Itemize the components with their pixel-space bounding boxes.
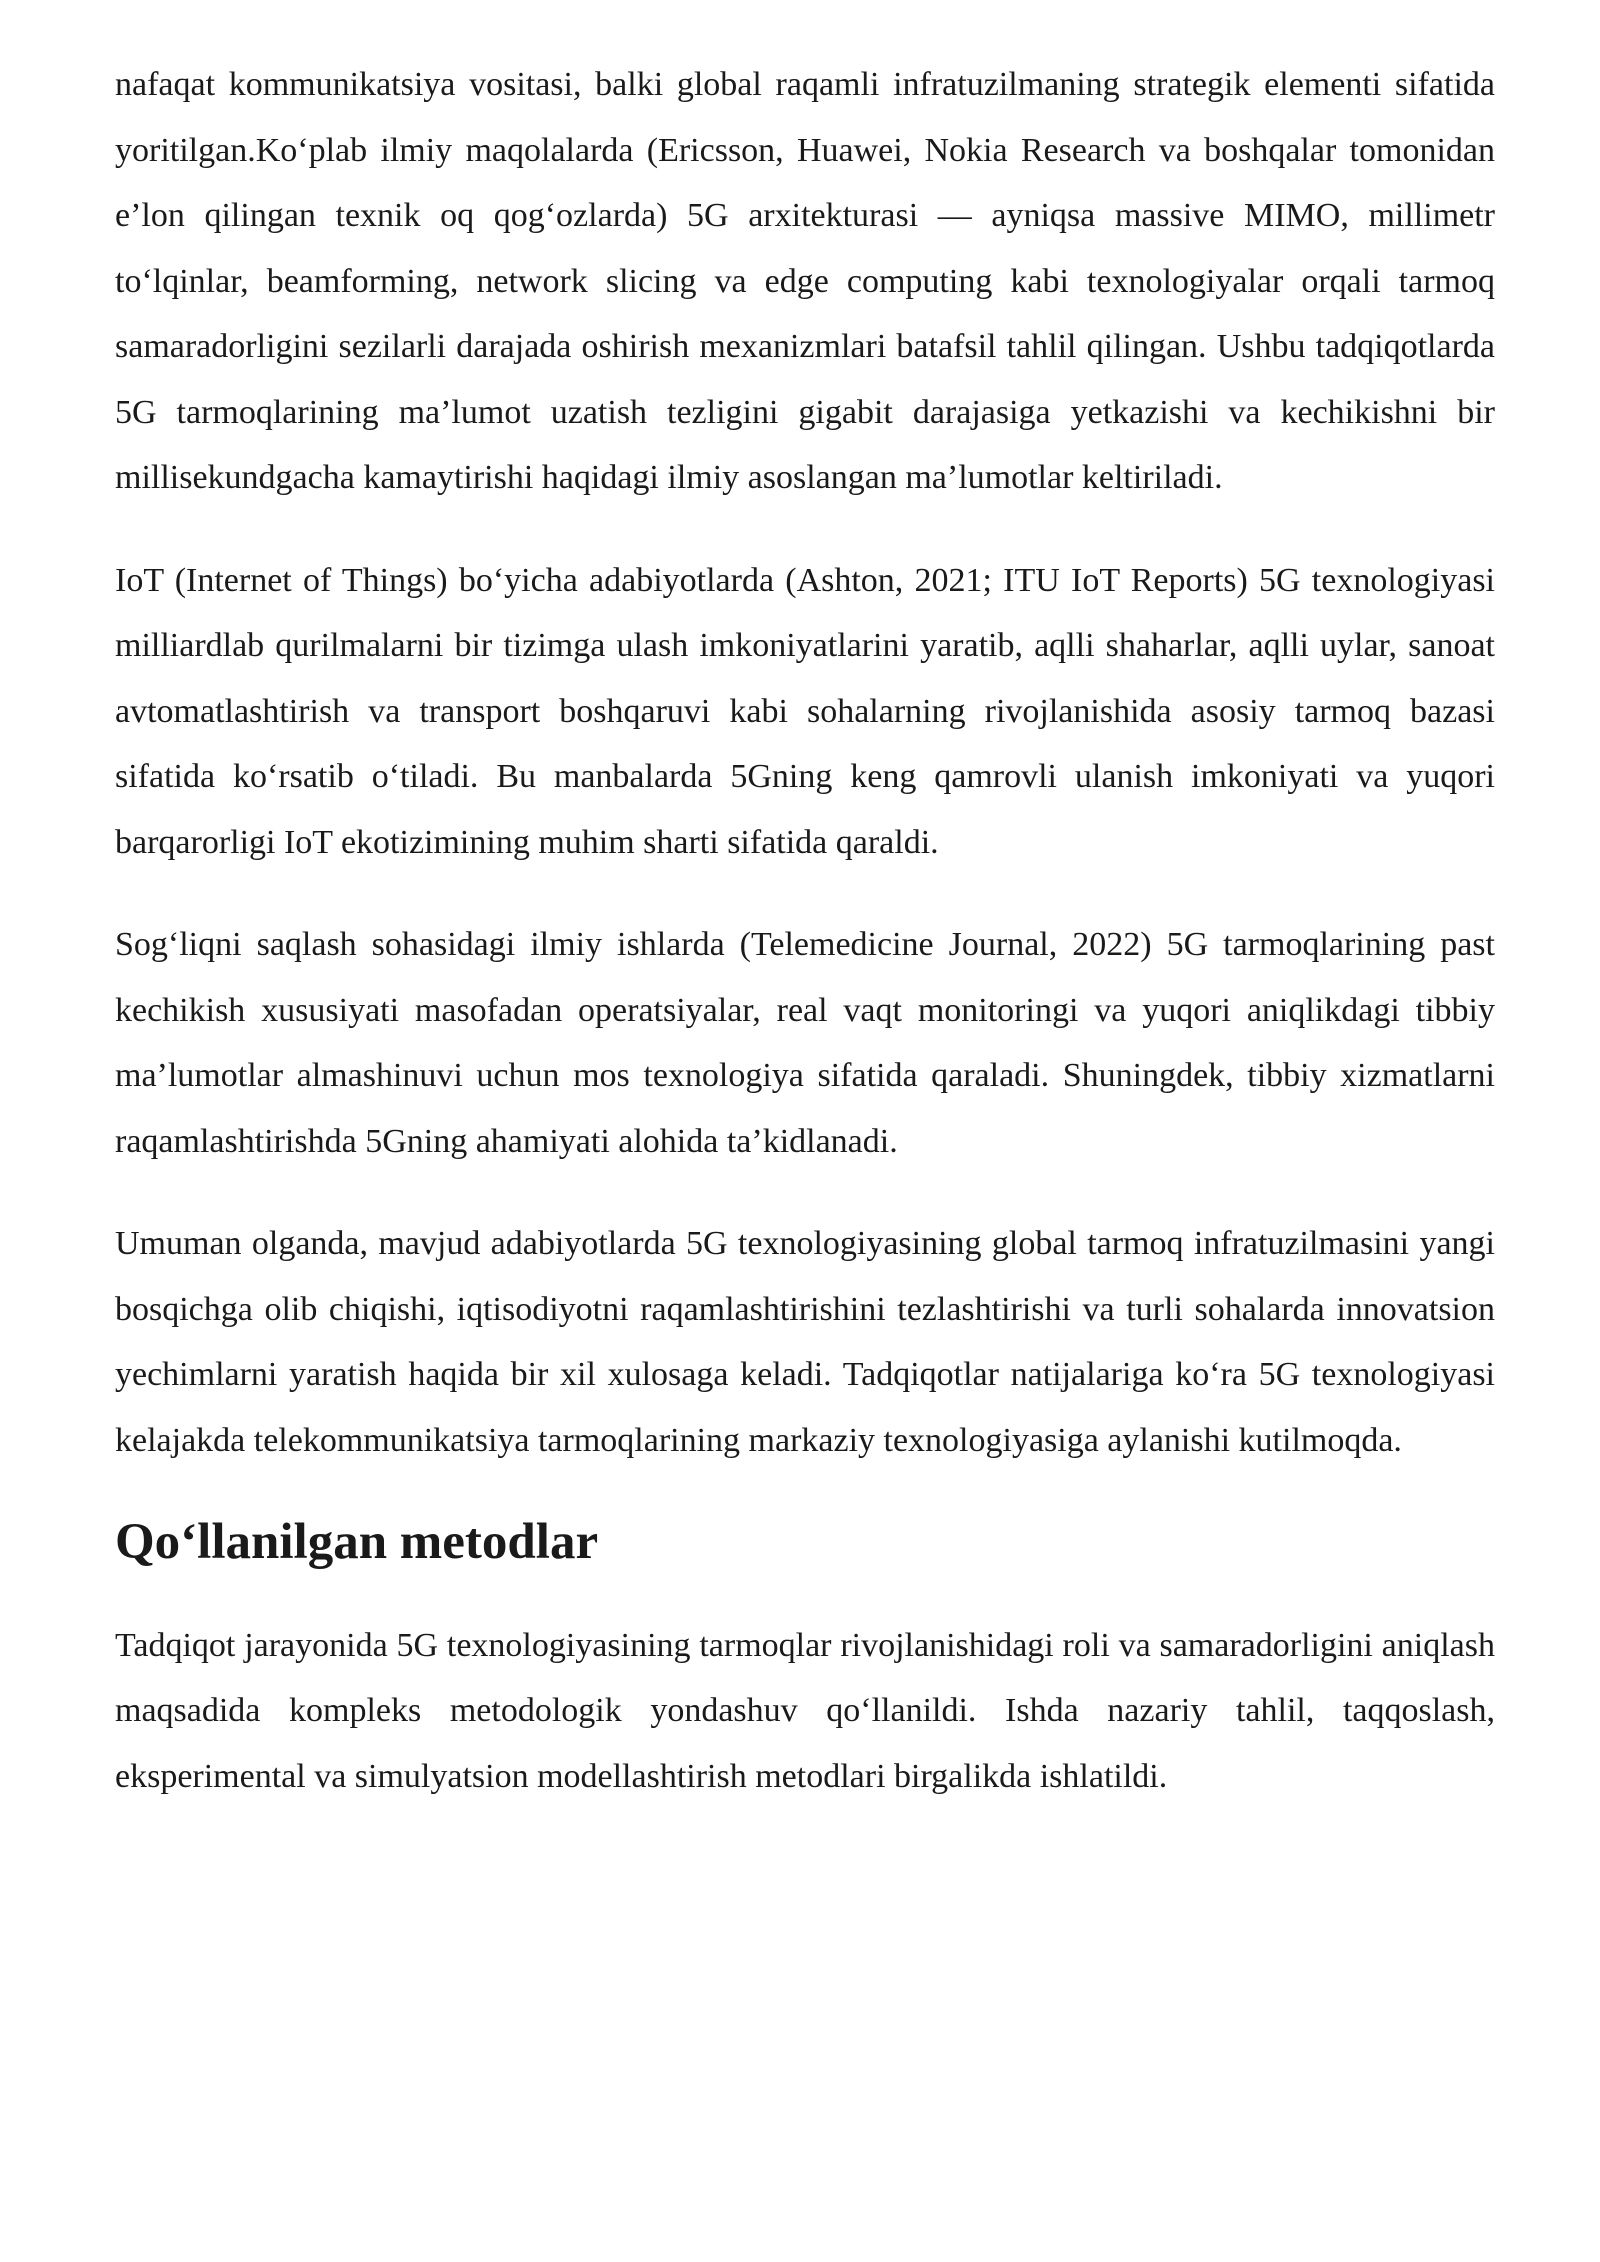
paragraph-iot: IoT (Internet of Things) boʻyicha adabiyotlarda (Ashton, 2021; ITU IoT Reports) 5G texnologiyasi milliardlab qurilmalarni bir tizimga ulash imkoniyatlarini yaratib, aqlli shaharlar, aqlli uylar, sanoat avtomatlashtirish va transport boshqaruvi kabi sohalarning rivojlanishida asosiy tarmoq bazasi sifatida koʻrsatib oʻtiladi. Bu manbalarda 5Gning keng qamrovli ulanish imkoniyati va yuqori barqarorligi IoT ekotizimining muhim sharti sifatida qaraldi. <box>115 561 1495 861</box>
paragraph-methods: Tadqiqot jarayonida 5G texnologiyasining tarmoqlar rivojlanishidagi roli va samaradorligini aniqlash maqsadida kompleks metodologik yondashuv qoʻllanildi. Ishda nazariy tahlil, taqqoslash, eksperimental va simulyatsion modellashtirish metodlari birgalikda ishlatildi. <box>115 1626 1495 1795</box>
paragraph-5g-architecture: nafaqat kommunikatsiya vositasi, balki global raqamli infratuzilmaning strategik elementi sifatida yoritilgan.Koʻplab ilmiy maqolalarda (Ericsson, Huawei, Nokia Research va boshqalar tomonidan e’lon qilingan texnik oq qogʻozlarda) 5G arxitekturasi — ayniqsa massive MIMO, millimetr toʻlqinlar, beamforming, network slicing va edge computing kabi texnologiyalar orqali tarmoq samaradorligini sezilarli darajada oshirish mexanizmlari batafsil tahlil qilingan. Ushbu tadqiqotlarda 5G tarmoqlarining ma’lumot uzatish tezligini gigabit darajasiga yetkazishi va kechikishni bir millisekundgacha kamaytirishi haqidagi ilmiy asoslangan ma’lumotlar keltiriladi. <box>115 66 1495 496</box>
paragraph-healthcare: Sogʻliqni saqlash sohasidagi ilmiy ishlarda (Telemedicine Journal, 2022) 5G tarmoqlarining past kechikish xususiyati masofadan operatsiyalar, real vaqt monitoringi va yuqori aniqlikdagi tibbiy ma’lumotlar almashinuvi uchun mos texnologiya sifatida qaraladi. Shuningdek, tibbiy xizmatlarni raqamlashtirishda 5Gning ahamiyati alohida ta’kidlanadi. <box>115 926 1495 1160</box>
document-body <box>115 52 1495 1846</box>
paragraph-summary: Umuman olganda, mavjud adabiyotlarda 5G texnologiyasining global tarmoq infratuzilmasini yangi bosqichga olib chiqishi, iqtisodiyotni raqamlashtirishini tezlashtirishi va turli sohalarda innovatsion yechimlarni yaratish haqida bir xil xulosaga keladi. Tadqiqotlar natijalariga koʻra 5G texnologiyasi kelajakda telekommunikatsiya tarmoqlarining markaziy texnologiyasiga aylanishi kutilmoqda. <box>115 1225 1495 1459</box>
section-heading-methods: Qoʻllanilgan metodlar <box>115 1514 599 1570</box>
